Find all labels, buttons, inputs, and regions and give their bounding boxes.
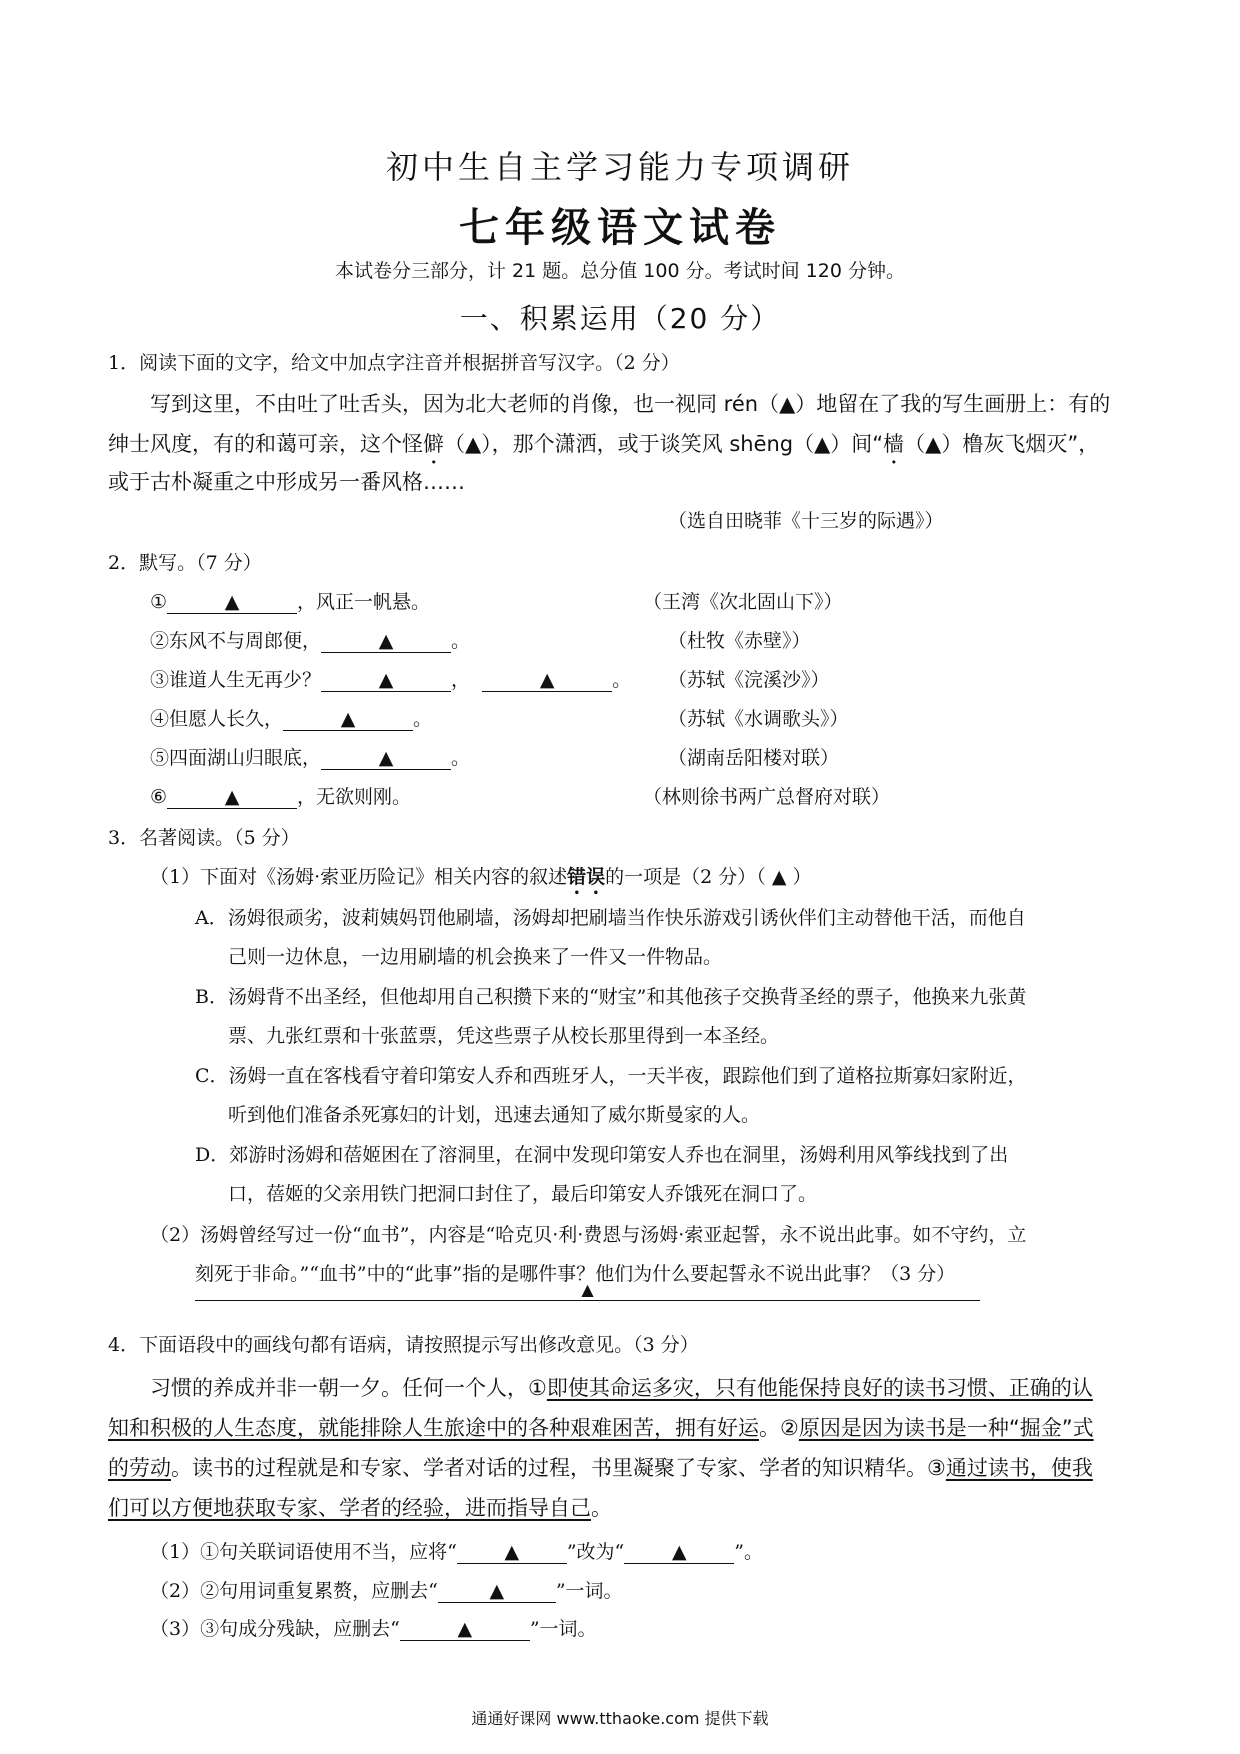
answer-blank[interactable]: ▲ [438,1581,556,1603]
question-1-passage-line: 或于古朴凝重之中形成另一番风格…… [108,470,465,494]
underlined-sentence: 们可以方便地获取专家、学者的经验，进而指导自己 [108,1496,591,1520]
option-b-continued: 票、九张红票和十张蓝票，凭这些票子从校长那里得到一本圣经。 [228,1025,780,1047]
answer-blank[interactable]: ▲ [624,1542,734,1564]
recitation-source: （苏轼《水调歌头》） [668,708,849,730]
dotted-character: 樯 [883,432,905,456]
recitation-source: （杜牧《赤壁》） [668,630,811,652]
dotted-character: 僻 [423,432,444,456]
answer-blank[interactable]: ▲ [321,631,451,653]
exam-subtitle: 七年级语文试卷 [459,205,781,251]
underlined-sentence: 知和积极的人生态度，就能排除人生旅途中的各种艰难困苦，拥有好运 [108,1416,759,1440]
section-heading: 一、积累运用（20 分） [459,302,781,335]
answer-mark: ▲ [581,1280,594,1299]
question-1-stem: 1．阅读下面的文字，给文中加点字注音并根据拼音写汉字。（2 分） [108,352,680,374]
recitation-item: ④但愿人长久， ▲ 。 [150,708,433,730]
answer-line[interactable] [195,1300,980,1301]
option-d[interactable]: D．郊游时汤姆和蓓姬困在了溶洞里，在洞中发现印第安人乔也在洞里，汤姆利用风筝线找到了出 [195,1144,1009,1166]
question-4-sub-1: （1）①句关联词语使用不当，应将“ ▲ ”改为“ ▲ ”。 [150,1541,763,1563]
emphasis-word: 错误 [567,866,606,888]
question-4-stem: 4．下面语段中的画线句都有语病，请按照提示写出修改意见。（3 分） [108,1334,699,1356]
answer-blank[interactable]: ▲ [321,748,451,770]
option-b[interactable]: B．汤姆背不出圣经，但他却用自己积攒下来的“财宝”和其他孩子交换背圣经的票子，他换来九张黄 [195,986,1027,1008]
underlined-sentence: 原因是因为读书是一种“掘金”式 [798,1416,1094,1440]
answer-blank[interactable]: ▲ [482,670,612,692]
recitation-source: （苏轼《浣溪沙》） [668,669,830,691]
recitation-item: ②东风不与周郎便， ▲ 。 [150,630,471,652]
question-1-passage-line: 绅士风度，有的和蔼可亲，这个怪僻（▲），那个潇洒，或于谈笑风 shēng（▲）间“樯（▲）橹灰飞烟灭”， [108,432,1100,456]
question-3-sub-1: （1）下面对《汤姆·索亚历险记》相关内容的叙述错误的一项是（2 分）（ ▲ ） [150,866,812,888]
recitation-source: （湖南岳阳楼对联） [668,747,840,769]
option-c-continued: 听到他们准备杀死寡妇的计划，迅速去通知了威尔斯曼家的人。 [228,1104,761,1126]
question-3-stem: 3．名著阅读。（5 分） [108,827,300,849]
option-a-continued: 己则一边休息，一边用刷墙的机会换来了一件又一件物品。 [228,946,723,968]
recitation-item: ① ▲ ，风正一帆悬。 [150,591,431,613]
question-4-passage-line: 们可以方便地获取专家、学者的经验，进而指导自己。 [108,1496,612,1520]
question-4-passage-line: 知和积极的人生态度，就能排除人生旅途中的各种艰难困苦，拥有好运。②原因是因为读书是一种“掘金”式 [108,1416,1094,1440]
question-3-sub-2: （2）汤姆曾经写过一份“血书”，内容是“哈克贝·利·费恩与汤姆·索亚起誓，永不说出此事。如不守约，立 [150,1224,1027,1246]
answer-blank[interactable]: ▲ [283,709,413,731]
answer-blank[interactable]: ▲ [457,1542,567,1564]
exam-info: 本试卷分三部分，计 21 题。总分值 100 分。考试时间 120 分钟。 [335,260,905,282]
option-d-continued: 口，蓓姬的父亲用铁门把洞口封住了，最后印第安人乔饿死在洞口了。 [228,1183,818,1205]
page-footer: 通通好课网 www.tthaoke.com 提供下载 [471,1709,769,1728]
question-1-passage-line: 写到这里，不由吐了吐舌头，因为北大老师的肖像，也一视同 rén（▲）地留在了我的写生画册上：有的 [150,392,1111,416]
recitation-item: ⑥ ▲ ，无欲则刚。 [150,786,412,808]
question-3-sub-2-continued: 刻死于非命。”“血书”中的“此事”指的是哪件事？他们为什么要起誓永不说出此事？（3 分） [195,1263,956,1285]
question-4-passage-line: 习惯的养成并非一朝一夕。任何一个人，①即使其命运多灾，只有他能保持良好的读书习惯、正确的认 [150,1376,1093,1400]
answer-blank[interactable]: ▲ [167,787,297,809]
question-4-sub-2: （2）②句用词重复累赘，应删去“ ▲ ”一词。 [150,1580,623,1602]
recitation-item: ③谁道人生无再少？ ▲ ， ▲ 。 [150,669,632,691]
underlined-sentence: 的劳动 [108,1456,171,1480]
recitation-source: （王湾《次北固山下》） [643,591,843,613]
option-c[interactable]: C．汤姆一直在客栈看守着印第安人乔和西班牙人，一天半夜，跟踪他们到了道格拉斯寡妇家附近， [195,1065,1027,1087]
question-4-sub-3: （3）③句成分残缺，应删去“ ▲ ”一词。 [150,1618,597,1640]
answer-blank[interactable]: ▲ [167,592,297,614]
exam-title: 初中生自主学习能力专项调研 [385,148,854,186]
option-a[interactable]: A．汤姆很顽劣，波莉姨妈罚他刷墙，汤姆却把刷墙当作快乐游戏引诱伙伴们主动替他干活，而他自 [195,907,1026,929]
recitation-source: （林则徐书两广总督府对联） [643,786,891,808]
recitation-item: ⑤四面湖山归眼底， ▲ 。 [150,747,471,769]
answer-blank[interactable]: ▲ [321,670,451,692]
underlined-sentence: 即使其命运多灾，只有他能保持良好的读书习惯、正确的认 [546,1376,1093,1400]
question-2-stem: 2．默写。（7 分） [108,552,262,574]
answer-blank[interactable]: ▲ [400,1619,530,1641]
underlined-sentence: 通过读书，使我 [945,1456,1093,1480]
passage-source: （选自田晓菲《十三岁的际遇》） [668,510,944,532]
question-4-passage-line: 的劳动。读书的过程就是和专家、学者对话的过程，书里凝聚了专家、学者的知识精华。③通过读书，使我 [108,1456,1093,1480]
